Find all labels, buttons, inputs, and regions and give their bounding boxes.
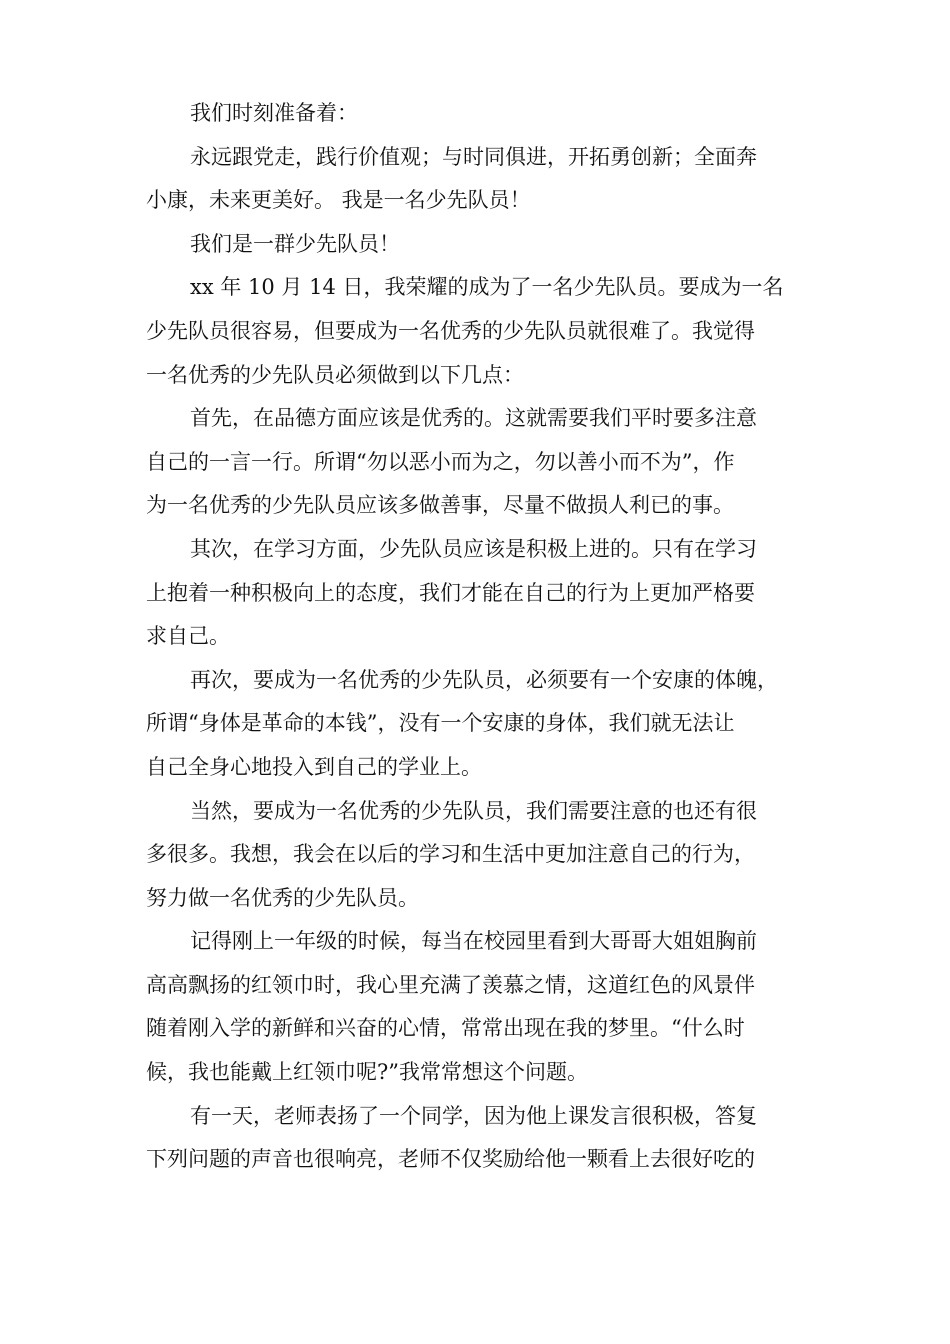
text-line: 为一名优秀的少先队员应该多做善事，尽量不做损人利已的事。 [146,493,734,518]
paragraph [146,790,808,921]
text-line: 自己全身心地投入到自己的学业上。 [146,754,482,779]
paragraph [146,920,808,1094]
paragraph [146,528,808,659]
text-line: 我们是一群少先队员！ [190,231,400,256]
text-line: 首先，在品德方面应该是优秀的。这就需要我们平时要多注意 [190,406,757,431]
text-line: 下列问题的声音也很响亮，老师不仅奖励给他一颗看上去很好吃的 [146,1147,755,1172]
paragraph [146,659,808,790]
document-body [146,92,808,1182]
text-line: 多很多。我想，我会在以后的学习和生活中更加注意自己的行为， [146,842,755,867]
text-line: 再次，要成为一名优秀的少先队员，必须要有一个安康的体魄， [190,667,778,692]
text-line: 上抱着一种积极向上的态度，我们才能在自己的行为上更加严格要 [146,580,755,605]
text-line: 高高飘扬的红领巾时，我心里充满了羡慕之情，这道红色的风景伴 [146,972,755,997]
text-line: 随着刚入学的新鲜和兴奋的心情，常常出现在我的梦里。“什么时 [146,1016,745,1041]
text-line: 一名优秀的少先队员必须做到以下几点： [146,362,524,387]
paragraph [146,136,808,223]
text-line: 小康，未来更美好。 我是一名少先队员！ [146,188,531,213]
text-line: 求自己。 [146,624,230,649]
text-line: 我们时刻准备着： [190,101,358,125]
text-line: 所谓“身体是革命的本钱”，没有一个安康的身体，我们就无法让 [146,711,735,736]
paragraph [146,223,808,267]
text-line: 当然，要成为一名优秀的少先队员，我们需要注意的也还有很 [190,798,757,823]
text-line: 自己的一言一行。所谓“勿以恶小而为之，勿以善小而不为”，作 [146,449,735,474]
text-line: 有一天，老师表扬了一个同学，因为他上课发言很积极，答复 [190,1103,757,1128]
text-line: xx 年 10 月 14 日，我荣耀的成为了一名少先队员。要成为一名 [190,275,784,300]
text-line: 永远跟党走，践行价值观；与时同俱进，开拓勇创新；全面奔 [190,144,757,169]
text-line: 其次，在学习方面，少先队员应该是积极上进的。只有在学习 [190,536,757,561]
paragraph [146,266,808,397]
text-line: 记得刚上一年级的时候，每当在校园里看到大哥哥大姐姐胸前 [190,929,757,954]
text-line: 少先队员很容易，但要成为一名优秀的少先队员就很难了。我觉得 [146,318,755,343]
paragraph [146,1095,808,1182]
text-line: 候，我也能戴上红领巾呢?”我常常想这个问题。 [146,1060,588,1085]
text-line: 努力做一名优秀的少先队员。 [146,885,419,910]
paragraph [146,397,808,528]
paragraph [146,92,808,136]
